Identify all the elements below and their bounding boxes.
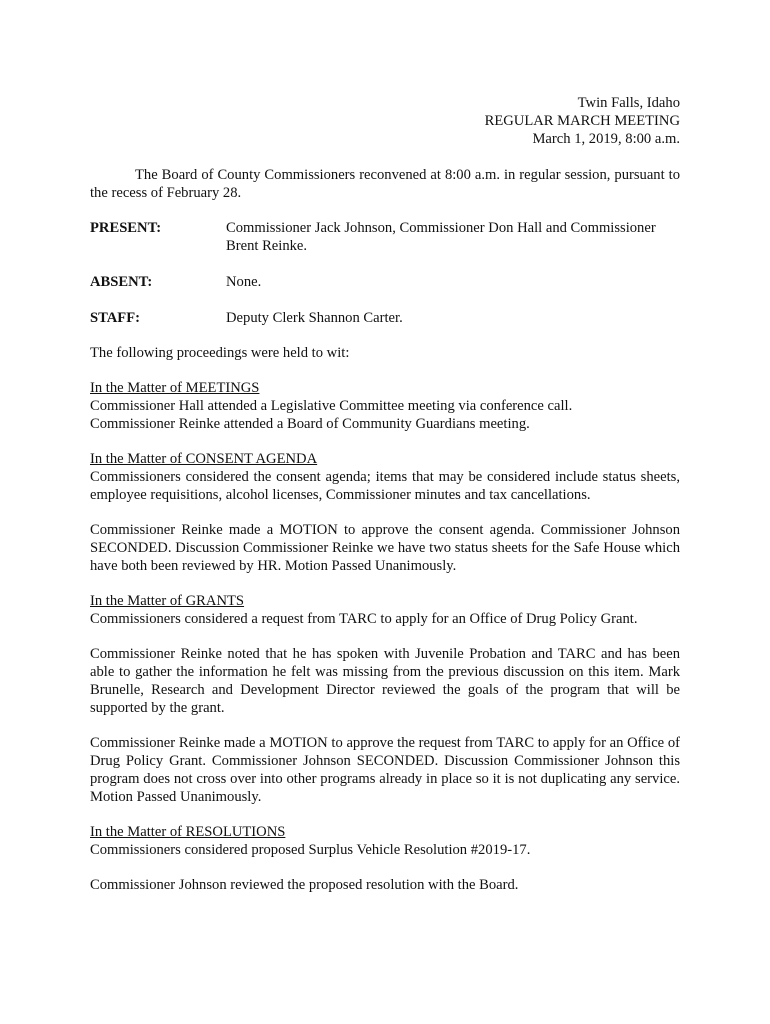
proceedings-intro: The following proceedings were held to wit: [90,345,350,361]
section-line: Commissioner Reinke attended a Board of Community Guardians meeting. [90,416,530,432]
roster-value-absent: None. [226,274,262,290]
meeting-header [90,94,680,148]
section-line: Commissioners considered a request from TARC to apply for an Office of Drug Policy Grant. [90,611,638,627]
intro-paragraph: The Board of County Commissioners reconvened at 8:00 a.m. in regular session, pursuant to the recess of February 28. [90,167,680,201]
roster-value-present: Commissioner Jack Johnson, Commissioner Don Hall and Commissioner Brent Reinke. [226,220,656,254]
roster-row-present [90,219,680,255]
roster-row-staff [90,309,680,327]
section-line: Commissioners considered proposed Surplus Vehicle Resolution #2019-17. [90,842,531,858]
roster-label-staff: STAFF: [90,310,140,326]
section-consent-agenda [90,450,680,575]
section-paragraph: Commissioner Reinke made a MOTION to approve the consent agenda. Commissioner Johnson SECONDED. Discussion Commissioner Reinke we have two status sheets for the Safe House which have both been reviewed by HR. Motion Passed Unanimously. [90,522,680,574]
section-paragraph: Commissioner Johnson reviewed the proposed resolution with the Board. [90,877,519,893]
section-paragraph: Commissioner Reinke noted that he has spoken with Juvenile Probation and TARC and has been able to gather the information he felt was missing from the previous discussion on this item. Mark Brunelle, Research and Development Director reviewed the goals of the program that will be supported by the grant. [90,646,680,716]
header-meeting-title: REGULAR MARCH MEETING [484,113,680,129]
section-resolutions [90,823,680,894]
header-datetime: March 1, 2019, 8:00 a.m. [532,131,680,147]
section-grants [90,592,680,806]
roster-label-present: PRESENT: [90,220,162,236]
section-heading-resolutions: In the Matter of RESOLUTIONS [90,824,286,840]
roster-value-staff: Deputy Clerk Shannon Carter. [226,310,403,326]
roster-label-absent: ABSENT: [90,274,153,290]
section-meetings [90,379,680,433]
minutes-document [90,94,680,894]
section-heading-grants: In the Matter of GRANTS [90,593,245,609]
header-location: Twin Falls, Idaho [577,95,680,111]
section-line: Commissioner Hall attended a Legislative Committee meeting via conference call. [90,398,573,414]
section-paragraph: Commissioner Reinke made a MOTION to approve the request from TARC to apply for an Office of Drug Policy Grant. Commissioner Johnson SECONDED. Discussion Commissioner Johnson this program does not cross over into other programs already in place so it is not duplicating any service. Motion Passed Unanimously. [90,735,680,805]
section-heading-consent-agenda: In the Matter of CONSENT AGENDA [90,451,318,467]
section-heading-meetings: In the Matter of MEETINGS [90,380,260,396]
section-line: Commissioners considered the consent agenda; items that may be considered include status sheets, employee requisitions, alcohol licenses, Commissioner minutes and tax cancellations. [90,469,680,503]
roster-row-absent [90,273,680,291]
